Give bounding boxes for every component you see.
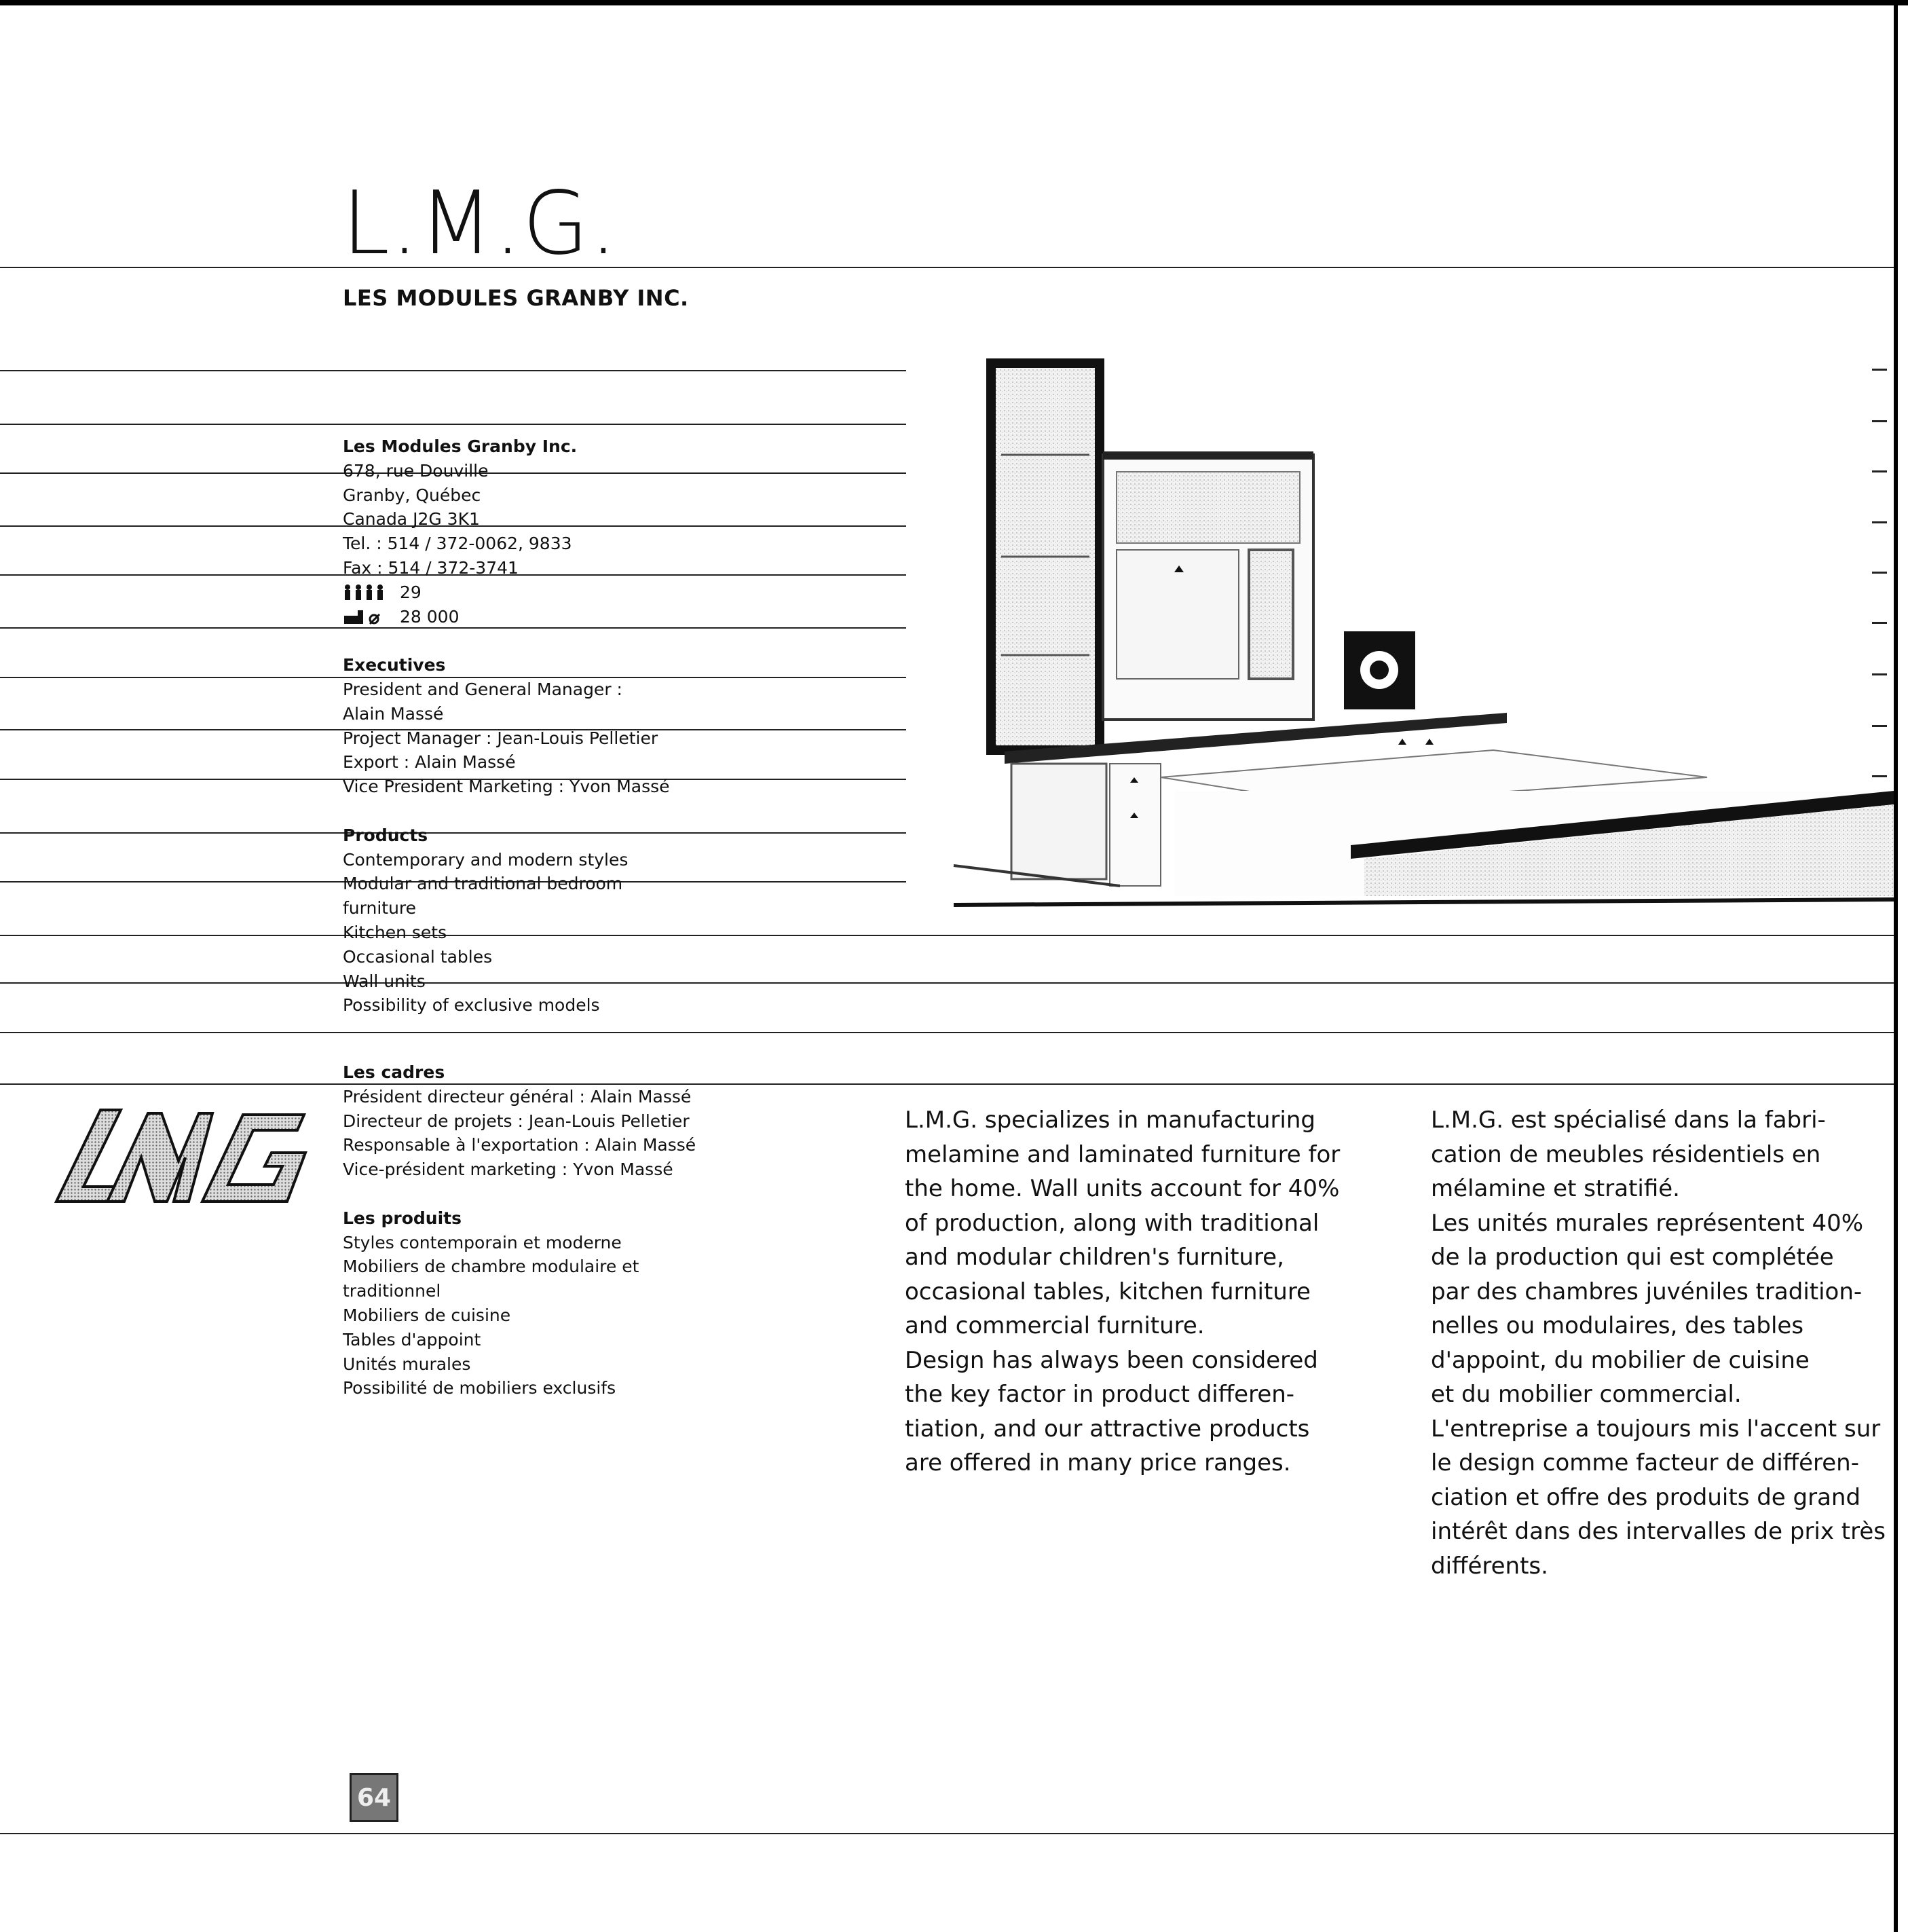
product-line: furniture: [343, 898, 417, 918]
french-line: et du mobilier commercial.: [1431, 1381, 1742, 1408]
fax-line: Fax : 514 / 372-3741: [343, 557, 519, 578]
produit-line: Mobiliers de cuisine: [343, 1305, 511, 1325]
rule: [0, 424, 906, 425]
cadres-section: [343, 1060, 696, 1400]
executive-line: Alain Massé: [343, 703, 444, 724]
executive-line: Project Manager : Jean-Louis Pelletier: [343, 728, 658, 748]
top-border: [0, 0, 1908, 5]
french-line: différents.: [1431, 1552, 1548, 1580]
floor-area-icon: [343, 608, 386, 625]
employees-count: 29: [400, 582, 422, 602]
product-line: Possibility of exclusive models: [343, 995, 600, 1016]
address-line: 678, rue Douville: [343, 460, 489, 481]
tel-line: Tel. : 514 / 372-0062, 9833: [343, 534, 572, 554]
rule: [0, 1032, 1894, 1033]
produit-line: Possibilité de mobiliers exclusifs: [343, 1378, 616, 1398]
company-name: Les Modules Granby Inc.: [343, 436, 578, 456]
produit-line: Styles contemporain et moderne: [343, 1232, 622, 1252]
page-number: 64: [350, 1773, 398, 1822]
french-line: par des chambres juvéniles tradition-: [1431, 1278, 1863, 1305]
english-line: the key factor in product differen-: [905, 1381, 1295, 1408]
french-line: Les unités murales représentent 40%: [1431, 1209, 1864, 1237]
company-info: [343, 434, 670, 1018]
english-line: are offered in many price ranges.: [905, 1449, 1291, 1476]
english-line: tiation, and our attractive products: [905, 1415, 1310, 1443]
english-line: occasional tables, kitchen furniture: [905, 1278, 1311, 1305]
floor-area-value: 28 000: [400, 606, 460, 627]
french-line: cation de meubles résidentiels en: [1431, 1140, 1821, 1168]
employees-row: [343, 580, 670, 605]
english-line: the home. Wall units account for 40%: [905, 1175, 1340, 1202]
english-line: of production, along with traditional: [905, 1209, 1320, 1237]
rule: [0, 982, 1894, 984]
product-line: Kitchen sets: [343, 922, 447, 942]
english-line: and commercial furniture.: [905, 1312, 1205, 1339]
english-description: [905, 1103, 1340, 1481]
product-line: Wall units: [343, 971, 426, 991]
cadre-line: Président directeur général : Alain Massé: [343, 1086, 692, 1107]
french-line: d'appoint, du mobilier de cuisine: [1431, 1346, 1810, 1374]
lmg-logo-icon: [53, 1100, 311, 1208]
english-line: melamine and laminated furniture for: [905, 1140, 1341, 1168]
produit-line: traditionnel: [343, 1281, 441, 1301]
product-line: Occasional tables: [343, 946, 493, 967]
rule: [0, 370, 906, 371]
cadres-heading: Les cadres: [343, 1062, 445, 1082]
english-line: Design has always been considered: [905, 1346, 1318, 1374]
cadre-line: Responsable à l'exportation : Alain Massé: [343, 1135, 696, 1155]
rule-header: [0, 267, 1894, 268]
brand-title: L.M.G.: [342, 173, 618, 274]
company-subtitle: LES MODULES GRANBY INC.: [343, 285, 689, 311]
french-line: le design comme facteur de différen-: [1431, 1449, 1859, 1476]
french-description: [1431, 1103, 1886, 1583]
french-line: L.M.G. est spécialisé dans la fabri-: [1431, 1107, 1826, 1134]
right-border: [1894, 0, 1898, 1932]
french-line: ciation et offre des produits de grand: [1431, 1483, 1861, 1511]
address-line: Granby, Québec: [343, 485, 481, 505]
executive-line: Vice President Marketing : Yvon Massé: [343, 777, 670, 797]
products-heading: Products: [343, 825, 428, 845]
french-line: intérêt dans des intervalles de prix très: [1431, 1518, 1886, 1545]
produits-heading: Les produits: [343, 1208, 462, 1228]
furniture-photo-icon: [950, 356, 1897, 913]
rule: [0, 1083, 1894, 1085]
rule-footer: [0, 1833, 1894, 1834]
french-line: L'entreprise a toujours mis l'accent sur: [1431, 1415, 1881, 1443]
cadre-line: Directeur de projets : Jean-Louis Pelletier: [343, 1111, 690, 1131]
rule: [0, 935, 1894, 936]
english-line: L.M.G. specializes in manufacturing: [905, 1107, 1316, 1134]
produit-line: Tables d'appoint: [343, 1329, 481, 1350]
executive-line: Export : Alain Massé: [343, 752, 516, 773]
executives-heading: Executives: [343, 655, 446, 675]
produit-line: Unités murales: [343, 1354, 471, 1374]
produit-line: Mobiliers de chambre modulaire et: [343, 1257, 639, 1277]
product-line: Modular and traditional bedroom: [343, 874, 623, 894]
address-line: Canada J2G 3K1: [343, 509, 480, 530]
english-line: and modular children's furniture,: [905, 1244, 1284, 1271]
employees-icon: [343, 584, 386, 601]
french-line: mélamine et stratifié.: [1431, 1175, 1680, 1202]
french-line: de la production qui est complétée: [1431, 1244, 1834, 1271]
product-line: Contemporary and modern styles: [343, 849, 629, 870]
floor-area-row: [343, 605, 670, 629]
french-line: nelles ou modulaires, des tables: [1431, 1312, 1804, 1339]
cadre-line: Vice-président marketing : Yvon Massé: [343, 1159, 673, 1180]
executive-line: President and General Manager :: [343, 679, 622, 699]
